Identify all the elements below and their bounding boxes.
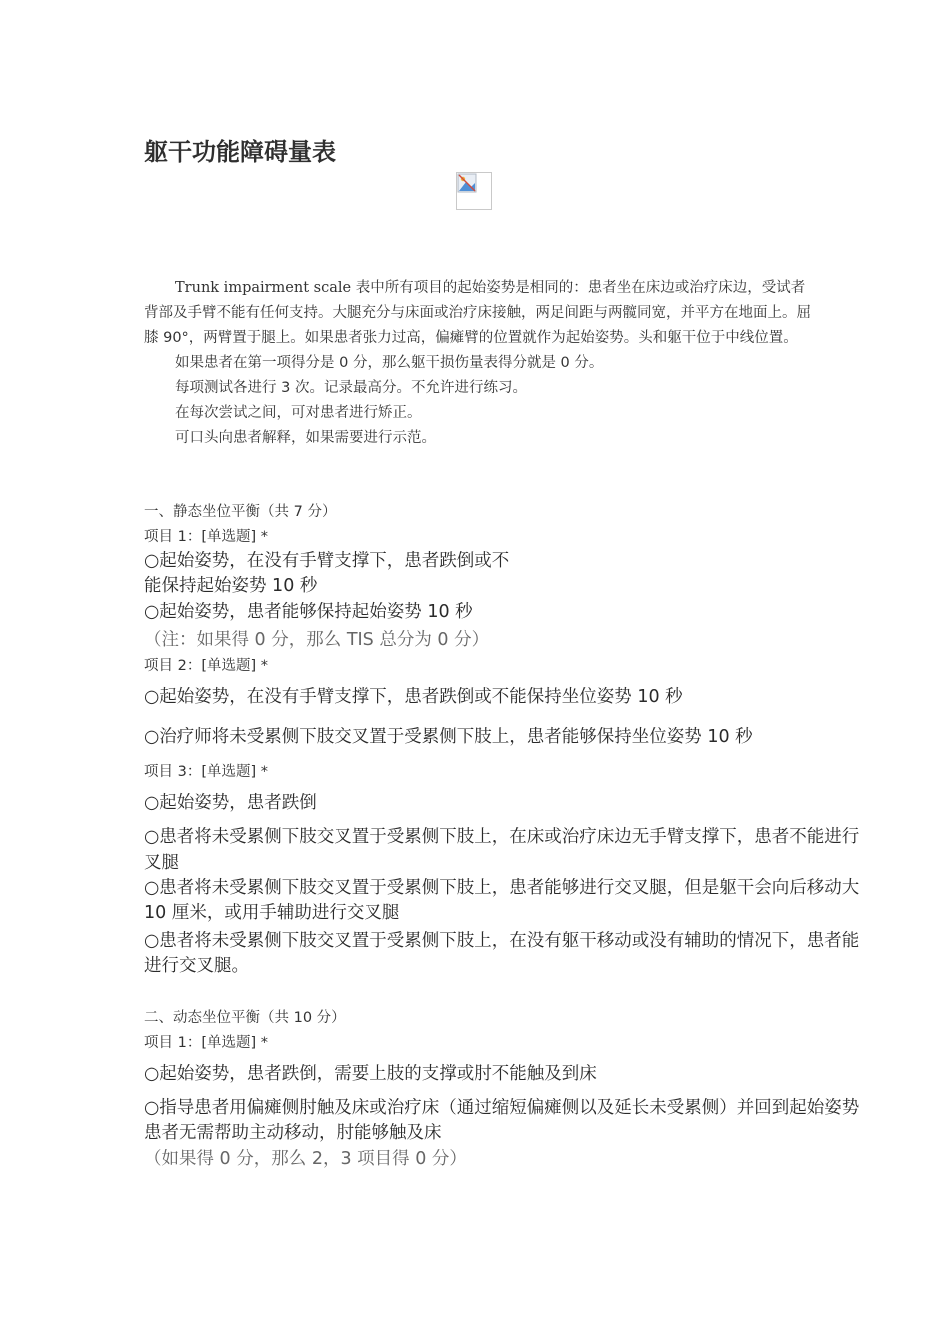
radio-option[interactable]: ○起始姿势，患者跌倒，需要上肢的支撑或肘不能触及到床 (144, 1064, 597, 1084)
intro-paragraph: 在每次尝试之间，可对患者进行矫正。 (175, 405, 422, 421)
question-heading: 项目 3：[单选题] * (144, 764, 269, 780)
intro-paragraph: 如果患者在第一项得分是 0 分，那么躯干损伤量表得分就是 0 分。 (175, 355, 604, 371)
radio-option-continuation: 10 厘米，或用手辅助进行交叉腿 (144, 903, 400, 923)
radio-option-continuation: 叉腿 (144, 853, 179, 873)
note-text: （注：如果得 0 分，那么 TIS 总分为 0 分） (144, 630, 490, 650)
radio-option[interactable]: ○起始姿势，患者能够保持起始姿势 10 秒 (144, 602, 473, 622)
note-text: （如果得 0 分，那么 2，3 项目得 0 分） (144, 1149, 467, 1169)
radio-option[interactable]: ○患者将未受累侧下肢交叉置于受累侧下肢上，在床或治疗床边无手臂支撑下，患者不能进行 (144, 827, 860, 847)
question-heading: 项目 2：[单选题] * (144, 658, 269, 674)
radio-option[interactable]: ○患者将未受累侧下肢交叉置于受累侧下肢上，在没有躯干移动或没有辅助的情况下，患者能 (144, 931, 860, 951)
question-heading: 项目 1：[单选题] * (144, 529, 269, 545)
intro-paragraph: 每项测试各进行 3 次。记录最高分。不允许进行练习。 (175, 380, 527, 396)
intro-paragraph: 可口头向患者解释，如果需要进行示范。 (175, 430, 436, 446)
question-heading: 项目 1：[单选题] * (144, 1035, 269, 1051)
radio-option-continuation: 进行交叉腿。 (144, 956, 249, 976)
radio-option-continuation: 能保持起始姿势 10 秒 (144, 576, 318, 596)
intro-text (144, 276, 814, 451)
page-title: 躯干功能障碍量表 (144, 138, 336, 166)
radio-option[interactable]: ○指导患者用偏瘫侧肘触及床或治疗床（通过缩短偏瘫侧以及延长未受累侧）并回到起始姿势 (144, 1098, 860, 1118)
radio-option[interactable]: ○患者将未受累侧下肢交叉置于受累侧下肢上，患者能够进行交叉腿，但是躯干会向后移动大 (144, 878, 860, 898)
radio-option-continuation: 患者无需帮助主动移动，肘能够触及床 (144, 1123, 442, 1143)
section-title: 一、静态坐位平衡（共 7 分） (144, 504, 337, 520)
section-title: 二、动态坐位平衡（共 10 分） (144, 1010, 346, 1026)
radio-option[interactable]: ○起始姿势，患者跌倒 (144, 793, 317, 813)
broken-image-icon (456, 172, 492, 210)
radio-option[interactable]: ○治疗师将未受累侧下肢交叉置于受累侧下肢上，患者能够保持坐位姿势 10 秒 (144, 727, 753, 747)
radio-option[interactable]: ○起始姿势，在没有手臂支撑下，患者跌倒或不 (144, 551, 510, 571)
intro-paragraph: Trunk impairment scale 表中所有项目的起始姿势是相同的：患者坐在床边或治疗床边，受试者背部及手臂不能有任何支持。大腿充分与床面或治疗床接触，两足间距与两髋同宽，并平方在地面上。屈膝 90°，两臂置于腿上。如果患者张力过高，偏瘫臂的位置就作为起始姿势。头和躯干位于中线位置。 (144, 280, 811, 346)
radio-option[interactable]: ○起始姿势，在没有手臂支撑下，患者跌倒或不能保持坐位姿势 10 秒 (144, 687, 683, 707)
